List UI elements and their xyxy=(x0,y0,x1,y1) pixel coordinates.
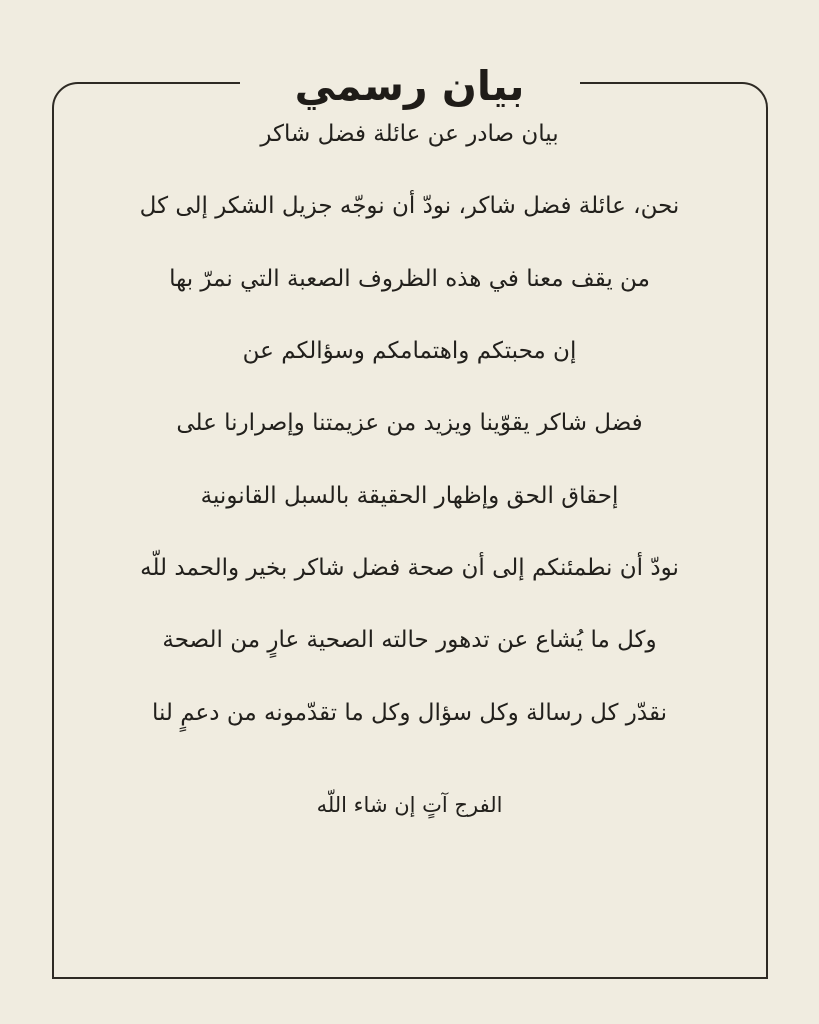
statement-line: وكل ما يُشاع عن تدهور حالته الصحية عارٍ من الصحة xyxy=(162,627,657,654)
statement-line: نحن، عائلة فضل شاكر، نودّ أن نوجّه جزيل الشكر إلى كل xyxy=(139,193,680,220)
statement-line: إحقاق الحق وإظهار الحقيقة بالسبل القانونية xyxy=(200,482,619,509)
statement-line: إن محبتكم واهتمامكم وسؤالكم عن xyxy=(242,338,577,365)
statement-line: بيان صادر عن عائلة فضل شاكر xyxy=(260,121,559,147)
statement-line: نودّ أن نطمئنكم إلى أن صحة فضل شاكر بخير والحمد للّه xyxy=(140,555,679,582)
statement-closing: الفرج آتٍ إن شاء اللّه xyxy=(316,793,503,818)
statement-line: فضل شاكر يقوّينا ويزيد من عزيمتنا وإصرارنا على xyxy=(176,410,643,437)
statement-line: من يقف معنا في هذه الظروف الصعبة التي نمرّ بها xyxy=(169,265,650,292)
page-title: بيان رسمي xyxy=(294,62,525,110)
statement-line: نقدّر كل رسالة وكل سؤال وكل ما تقدّمونه من دعمٍ لنا xyxy=(151,699,668,726)
statement-body xyxy=(40,118,779,994)
